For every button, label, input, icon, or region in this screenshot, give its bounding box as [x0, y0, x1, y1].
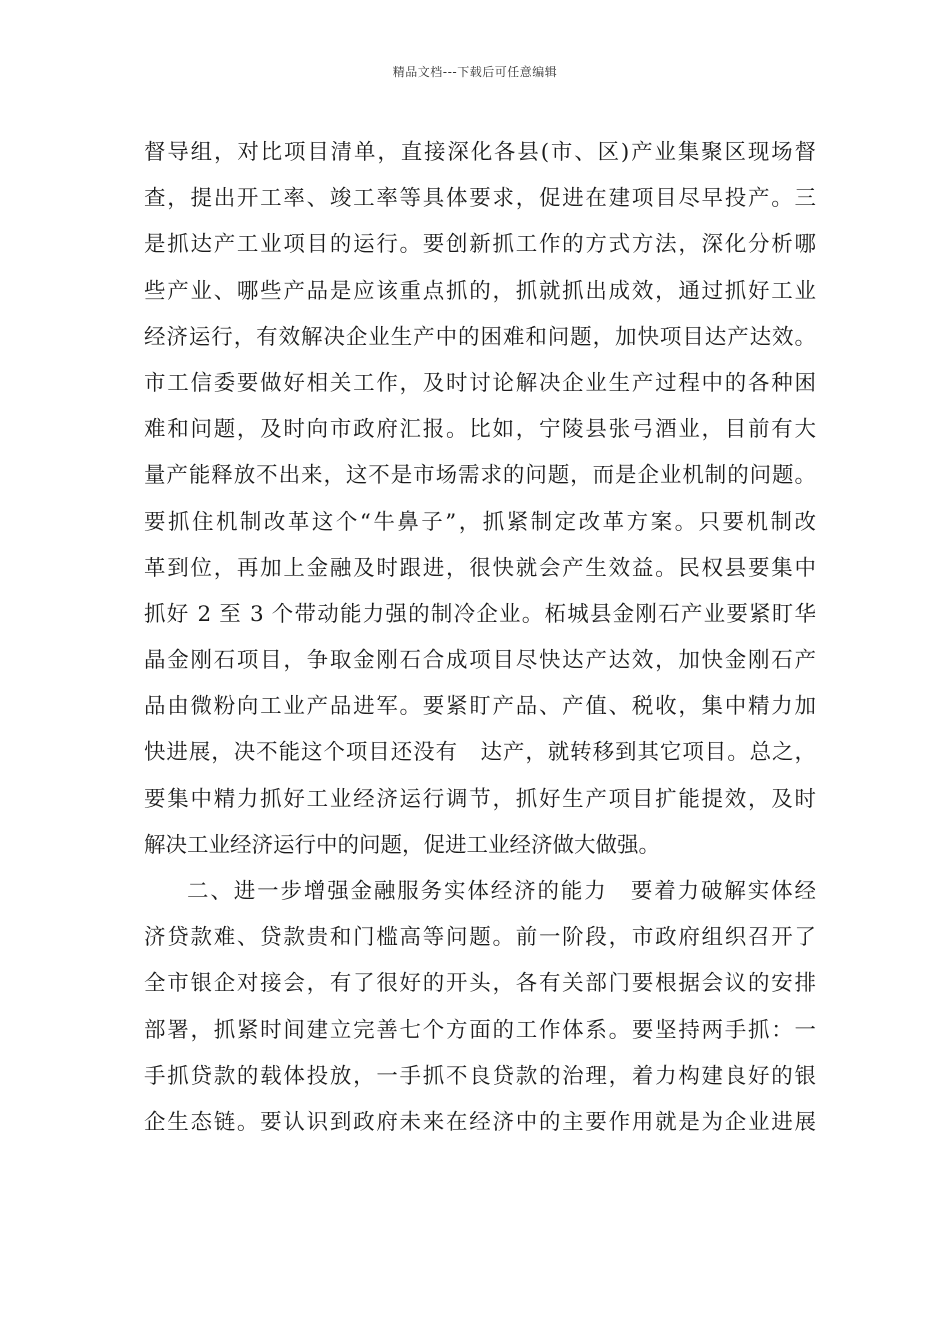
text-line: 革到位，再加上金融及时跟进，很快就会产生效益。民权县要集中 [144, 555, 816, 581]
text-line: 解决工业经济运行中的问题，促进工业经济做大做强。 [144, 832, 661, 858]
page-header: 精品文档---下载后可任意编辑 [392, 65, 558, 79]
text-line: 市工信委要做好相关工作，及时讨论解决企业生产过程中的各种困 [144, 370, 816, 396]
text-line: 济贷款难、贷款贵和门槛高等问题。前一阶段，市政府组织召开了 [144, 925, 816, 951]
text-line: 难和问题，及时向市政府汇报。比如，宁陵县张弓酒业，目前有大 [144, 417, 816, 443]
text-line: 部署，抓紧时间建立完善七个方面的工作体系。要坚持两手抓：一 [144, 1017, 816, 1043]
text-line: 企生态链。要认识到政府未来在经济中的主要作用就是为企业进展 [144, 1109, 816, 1135]
text-line: 些产业、哪些产品是应该重点抓的，抓就抓出成效，通过抓好工业 [144, 278, 816, 304]
text-line: 是抓达产工业项目的运行。要创新抓工作的方式方法，深化分析哪 [144, 232, 816, 258]
text-line: 品由微粉向工业产品进军。要紧盯产品、产值、税收，集中精力加 [144, 694, 816, 720]
text-line: 要抓住机制改革这个“牛鼻子”，抓紧制定改革方案。只要机制改 [144, 509, 816, 535]
text-line: 要集中精力抓好工业经济运行调节，抓好生产项目扩能提效，及时 [144, 786, 816, 812]
text-line: 手抓贷款的载体投放，一手抓不良贷款的治理，着力构建良好的银 [144, 1063, 816, 1089]
text-line: 晶金刚石项目，争取金刚石合成项目尽快达产达效，加快金刚石产 [144, 648, 816, 674]
text-line: 经济运行，有效解决企业生产中的困难和问题，加快项目达产达效。 [144, 324, 816, 350]
text-line: 督导组，对比项目清单，直接深化各县(市、区)产业集聚区现场督 [144, 140, 816, 165]
text-line: 抓好 2 至 3 个带动能力强的制冷企业。柘城县金刚石产业要紧盯华 [144, 601, 816, 627]
text-line: 量产能释放不出来，这不是市场需求的问题，而是企业机制的问题。 [144, 463, 816, 489]
text-line: 二、进一步增强金融服务实体经济的能力 要着力破解实体经 [187, 879, 816, 904]
text-line: 快进展，决不能这个项目还没有 达产，就转移到其它项目。总之， [144, 740, 816, 766]
document-body [144, 130, 816, 1146]
text-line: 查，提出开工率、竣工率等具体要求，促进在建项目尽早投产。三 [144, 186, 816, 212]
text-line: 全市银企对接会，有了很好的开头，各有关部门要根据会议的安排 [144, 971, 816, 997]
